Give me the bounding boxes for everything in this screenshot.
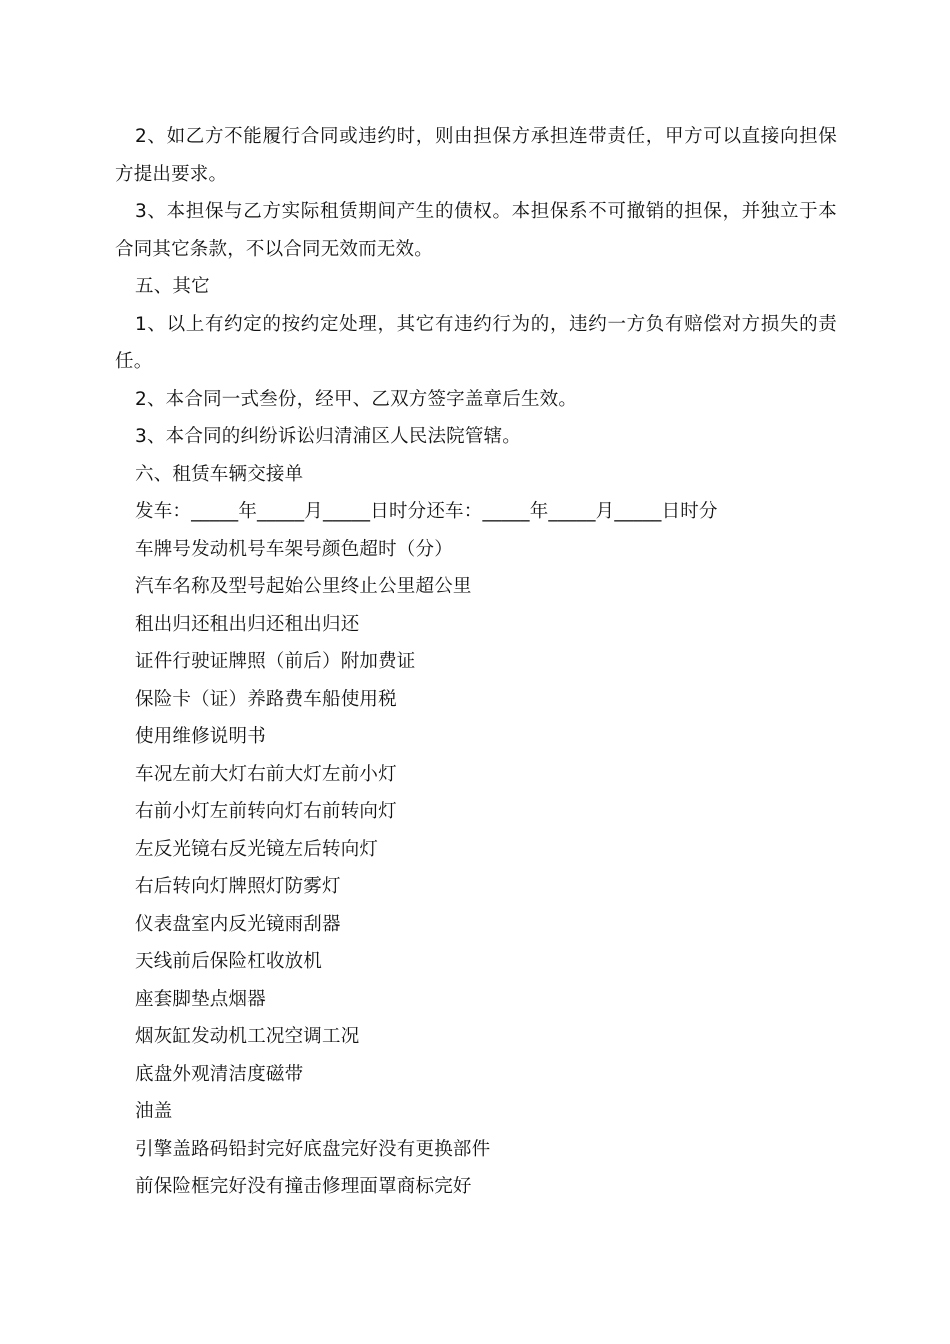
handover-line: 证件行驶证牌照（前后）附加费证 bbox=[135, 651, 416, 672]
handover-line: 保险卡（证）养路费车船使用税 bbox=[135, 688, 397, 710]
handover-line: 油盖 bbox=[135, 1101, 173, 1122]
handover-line: 右前小灯左前转向灯右前转向灯 bbox=[135, 801, 397, 822]
handover-line: 引擎盖路码铅封完好底盘完好没有更换部件 bbox=[135, 1138, 491, 1160]
handover-line: 座套脚垫点烟器 bbox=[135, 988, 266, 1010]
handover-line: 使用维修说明书 bbox=[135, 726, 266, 747]
handover-line: 底盘外观清洁度磁带 bbox=[135, 1063, 304, 1085]
paragraph-other-3: 3、本合同的纠纷诉讼归清浦区人民法院管辖。 bbox=[135, 426, 521, 447]
document-body bbox=[115, 118, 837, 1206]
handover-line: 车况左前大灯右前大灯左前小灯 bbox=[135, 763, 397, 785]
handover-line: 车牌号发动机号车架号颜色超时（分） bbox=[135, 538, 453, 560]
handover-line: 左反光镜右反光镜左后转向灯 bbox=[135, 838, 379, 860]
handover-line: 仪表盘室内反光镜雨刮器 bbox=[135, 913, 341, 935]
section-heading-other: 五、其它 bbox=[135, 276, 210, 297]
handover-line: 天线前后保险杠收放机 bbox=[135, 951, 323, 972]
paragraph-guarantee-3: 3、本担保与乙方实际租赁期间产生的债权。本担保系不可撤销的担保，并独立于本合同其它条款，不以合同无效而无效。 bbox=[115, 201, 837, 260]
handover-line: 右后转向灯牌照灯防雾灯 bbox=[135, 876, 341, 897]
section-heading-handover: 六、租赁车辆交接单 bbox=[135, 463, 304, 485]
paragraph-other-1: 1、以上有约定的按约定处理，其它有违约行为的，违约一方负有赔偿对方损失的责任。 bbox=[115, 313, 837, 372]
handover-line: 烟灰缸发动机工况空调工况 bbox=[135, 1026, 360, 1047]
handover-line: 前保险框完好没有撞击修理面罩商标完好 bbox=[135, 1176, 472, 1197]
handover-dates-line: 发车：_____年_____月_____日时分还车：_____年_____月_____日时分 bbox=[135, 501, 718, 522]
paragraph-guarantee-2: 2、如乙方不能履行合同或违约时，则由担保方承担连带责任，甲方可以直接向担保方提出要求。 bbox=[115, 126, 837, 185]
paragraph-other-2: 2、本合同一式叁份，经甲、乙双方签字盖章后生效。 bbox=[135, 388, 578, 410]
handover-line: 租出归还租出归还租出归还 bbox=[135, 613, 360, 635]
handover-line: 汽车名称及型号起始公里终止公里超公里 bbox=[135, 576, 472, 597]
